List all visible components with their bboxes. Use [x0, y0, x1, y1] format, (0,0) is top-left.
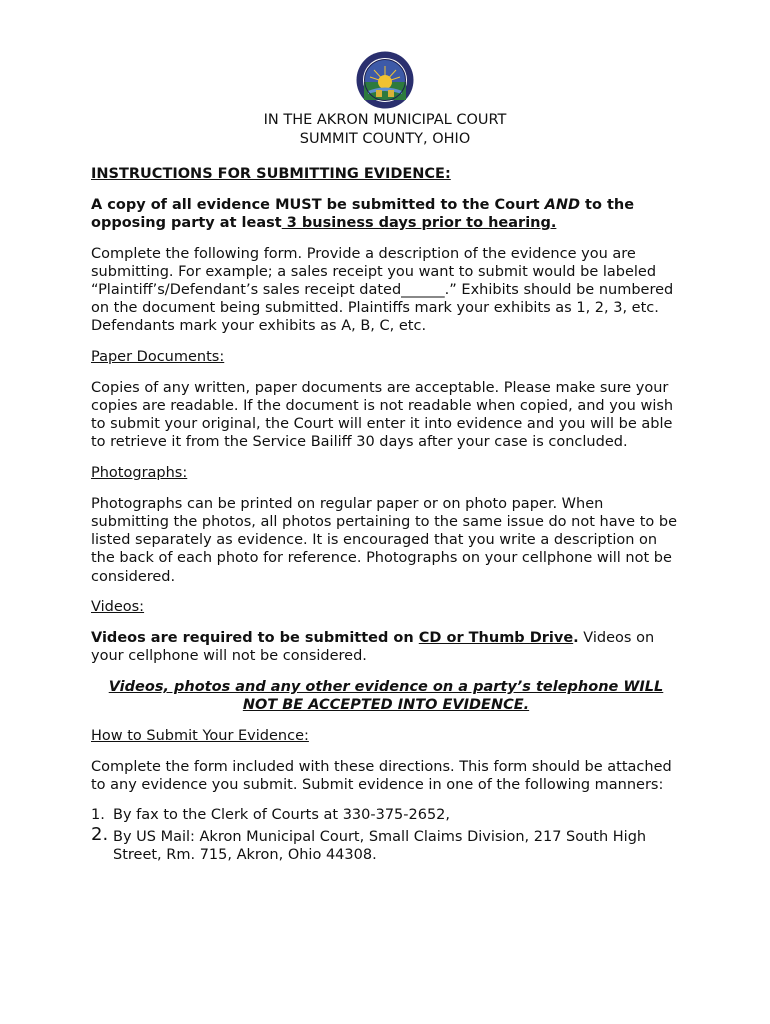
videos-paragraph [91, 629, 681, 665]
videos-period: . [573, 630, 579, 647]
paper-documents-heading: Paper Documents: [91, 349, 225, 366]
court-seal-icon [356, 51, 414, 109]
videos-cellphone-note: Videos on your cellphone will not be considered. [91, 630, 655, 665]
intro-paragraph: Complete the following form. Provide a description of the evidence you are submitting. For example; a sales receipt you want to submit would be labeled “Plaintiff’s/Defendant’s sales receipt dated______.” Exhibits should be numbered on the document being submitted. Plaintiffs mark your exhibits as 1, 2, 3, etc. Defendants mark your exhibits as A, B, C, etc. [91, 245, 674, 335]
court-name: IN THE AKRON MUNICIPAL COURT [263, 112, 507, 128]
list-item [91, 823, 681, 864]
requirement-part1: A copy of all evidence MUST be submitted to the Court [91, 196, 545, 213]
requirement-and: AND [544, 196, 580, 213]
photographs-paragraph: Photographs can be printed on regular paper or on photo paper. When submitting the photos, all photos pertaining to the same issue do not have to be listed separately as evidence. It is encouraged that you write a description on the back of each photo for reference. Photographs on your cellphone will not be considered. [91, 495, 677, 585]
videos-required: Videos are required to be submitted on [91, 630, 419, 647]
requirement-deadline: 3 business days prior to hearing. [281, 214, 557, 231]
list-item-number: 1. [91, 807, 105, 824]
list-item-text: By US Mail: Akron Municipal Court, Small Claims Division, 217 South High Street, Rm. 715, Akron, Ohio 44308. [113, 828, 647, 863]
requirement-part2: to the opposing party at least [91, 196, 635, 231]
requirement-notice [91, 196, 681, 232]
videos-medium: CD or Thumb Drive [418, 630, 574, 647]
warning-notice: Videos, photos and any other evidence on a party’s telephone WILL NOT BE ACCEPTED INTO EVIDENCE. [108, 678, 664, 714]
paper-documents-paragraph: Copies of any written, paper documents are acceptable. Please make sure your copies are readable. If the document is not readable when copied, and you wish to submit your original, the Court will enter it into evidence and you will be able to retrieve it from the Service Bailiff 30 days after your case is concluded. [91, 379, 674, 451]
videos-heading: Videos: [91, 599, 145, 616]
list-item-number: 2. [91, 823, 109, 845]
list-item-text: By fax to the Clerk of Courts at 330-375-2652, [113, 807, 451, 824]
how-to-submit-heading: How to Submit Your Evidence: [91, 727, 309, 744]
instructions-heading: INSTRUCTIONS FOR SUBMITTING EVIDENCE: [91, 166, 451, 182]
how-to-submit-paragraph: Complete the form included with these directions. This form should be attached to any evidence you submit. Submit evidence in one of the following manners: [91, 758, 672, 793]
document-body [91, 165, 681, 864]
county-name: SUMMIT COUNTY, OHIO [299, 131, 471, 147]
photographs-heading: Photographs: [91, 465, 188, 482]
court-header [0, 111, 770, 149]
list-item [91, 806, 681, 824]
submission-methods-list [91, 806, 681, 864]
